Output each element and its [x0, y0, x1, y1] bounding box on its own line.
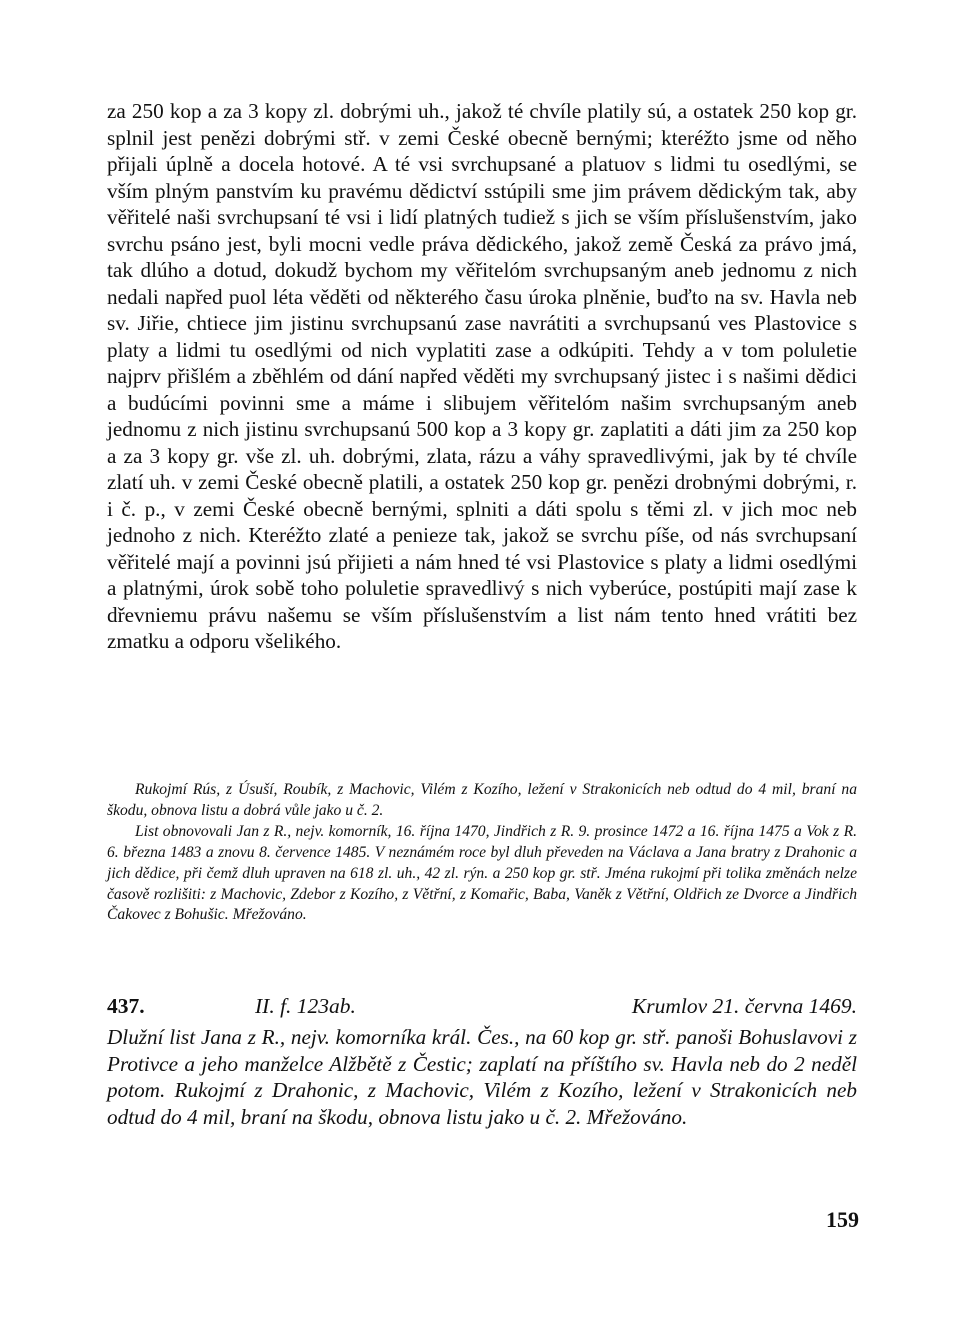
note-sureties: Rukojmí Rús, z Úsuší, Roubík, z Machovic, Vilém z Kozího, ležení v Strakonicích neb odtud do 4 mil, braní na škodu, obnova listu a dobrá vůle jako u č. 2.	[107, 781, 857, 819]
entry-header	[107, 994, 857, 1024]
editorial-notes	[107, 780, 857, 926]
note-renewals: List obnovovali Jan z R., nejv. komorník, 16. října 1470, Jindřich z R. 9. prosince 1472 a 16. října 1475 a Vok z R. 6. března 1483 a znovu 8. července 1485. V neznámém roce byl dluh převeden na Václava a Jana bratry z Drahonic a jich dědice, při čemž dluh upraven na 618 zl. uh., 42 zl. rýn. a 250 kop gr. stř. Jména rukojmí při tolika změnách nelze časově rozlišiti: z Machovic, Zdebor z Kozího, z Větřní, z Komařic, Baba, Vaněk z Větřní, Oldřich ze Dvorce a Jindřich Čakovec z Bohušic. Mřežováno.	[107, 822, 857, 924]
entry-source: II. f. 123ab.	[255, 994, 356, 1018]
main-paragraph: za 250 kop a za 3 kopy zl. dobrými uh., jakož té chvíle platily sú, a ostatek 250 kop gr. splnil jest penězi dobrými stř. v zemi České obecně bernými; kteréžto jsme od něho přijali úplně a docela hotové. A té vsi svrchupsané a platuov s lidmi tu osedlými, se vším plným panstvím ku pravému dědictví sstúpili sme jim právem dědickým tak, aby věřitelé naši svrchupsaní té vsi i lidí platných tudiež s jich se vším příslušenstvím, jako svrchu psáno jest, byli mocni vedle práva dědického, jakož země Česká za právo jmá, tak dlúho a dotud, dokudž bychom my věřitelóm svrchupsaným aneb jednomu z nich nedali napřed puol léta věděti od některého času úroka plněnie, buďto na sv. Havla neb sv. Jiřie, chtiece jim jistinu svrchupsanú zase navrátiti a svrchupsanú ves Plastovice s platy a lidmi tu osedlými od nich vyplatiti zase a odkúpiti. Tehdy a v tom poluletie najprv přišlém a zběhlém od dání napřed věděti my svrchupsaný jistec i s našimi dědici a budúcími povinni sme a máme i slibujem věřitelóm našim svrchupsaným aneb jednomu z nich jistinu svrchupsanú 500 kop a 3 kopy gr. zaplatiti a dáti jim za 250 kop a za 3 kopy gr. vše zl. uh. dobrými, zlata, rázu a váhy spravedlivými, jak by té chvíle zlatí uh. v zemi České obecně platili, a ostatek 250 kop gr. penězi drobnými dobrými, r. i č. p., v zemi České obecně bernými, splniti a dáti spolu s těmi zl. v jich moc neb jednoho z nich. Kteréžto zlaté a penieze tak, jakož se svrchu píše, od nás svrchupsaní věřitelé mají a povinni jsú přijieti a nám hned té vsi Plastovice s platy a lidmi osedlými a platnými, úrok sobě toho poluletie spravedlivý s nich vyberúce, postúpiti mají zase k dřevniemu právu našemu se vším příslušenstvím a list nám tento hned vrátiti bez zmatku a odporu všelikého.	[107, 99, 857, 653]
page-number: 159	[826, 1207, 859, 1232]
entry-place-date: Krumlov 21. června 1469.	[631, 994, 857, 1018]
entry-number: 437.	[107, 994, 145, 1018]
regest-text: Dlužní list Jana z R., nejv. komorníka král. Čes., na 60 kop gr. stř. panoši Bohuslavovi z Protivce a jeho manželce Alžbětě z Čestic; zaplatí na příštího sv. Havla neb do 2 neděl potom. Rukojmí z Drahonic, z Machovic, Vilém z Kozího, ležení v Strakonicích neb odtud do 4 mil, braní na škodu, obnova listu jako u č. 2. Mřežováno.	[107, 1025, 857, 1129]
entry-regest	[107, 1024, 857, 1130]
main-text	[107, 98, 857, 655]
